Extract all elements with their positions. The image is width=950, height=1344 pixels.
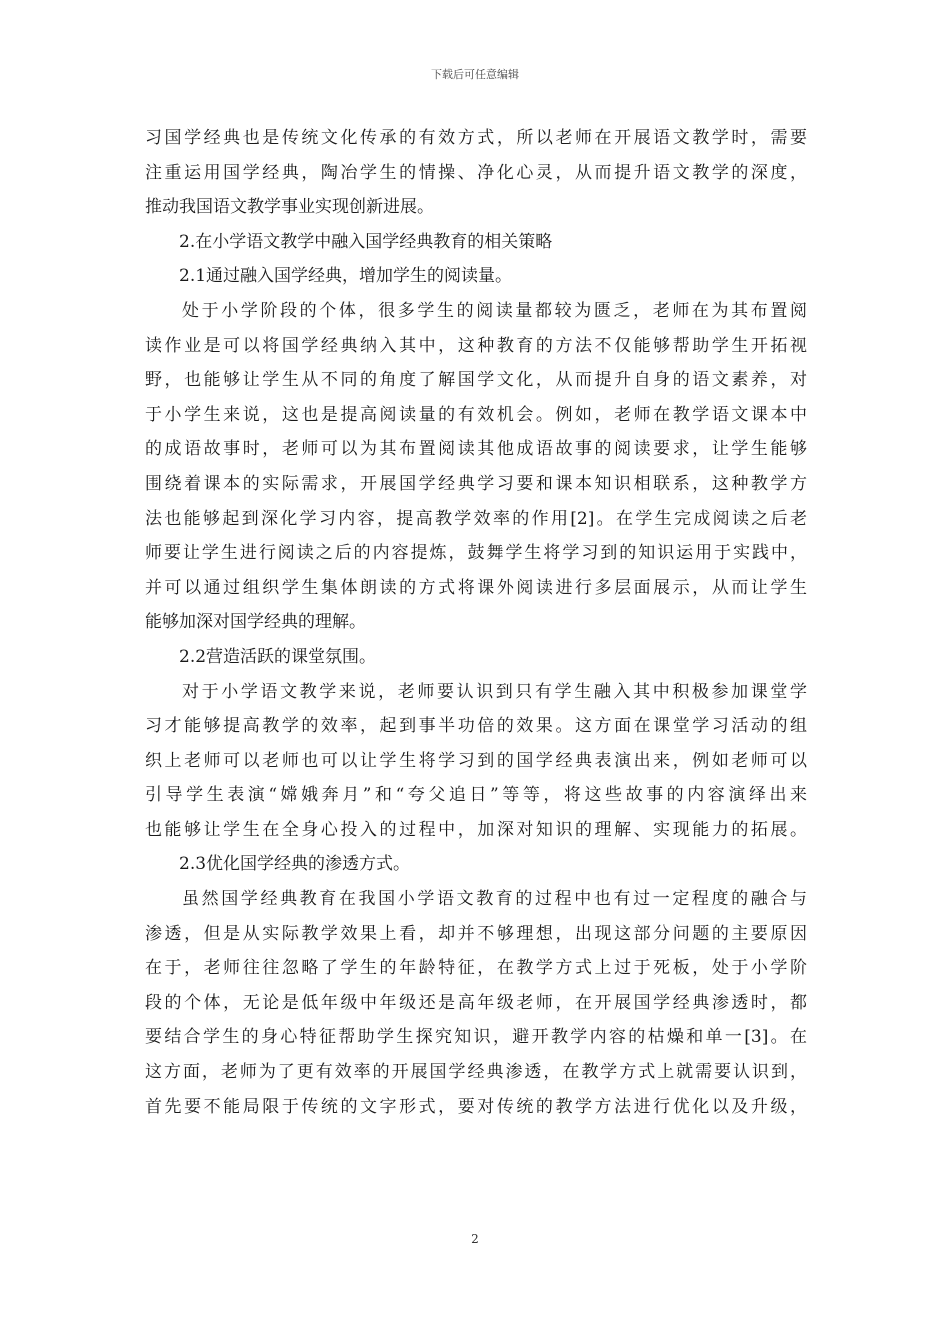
text-line: 的成语故事时，老师可以为其布置阅读其他成语故事的阅读要求，让学生能够 [145, 439, 807, 460]
text-line: 习国学经典也是传统文化传承的有效方式，所以老师在开展语文教学时，需要 [145, 128, 807, 148]
text-line: 段的个体，无论是低年级中年级还是高年级老师，在开展国学经典渗透时，都 [145, 992, 807, 1013]
page-header: 下载后可任意编辑 [431, 68, 519, 81]
text-line: 习才能够提高教学的效率，起到事半功倍的效果。这方面在课堂学习活动的组 [145, 716, 807, 737]
paragraph-first-line: 虽然国学经典教育在我国小学语文教育的过程中也有过一定程度的融合与 [182, 889, 807, 910]
text-line: 这方面，老师为了更有效率的开展国学经典渗透，在教学方式上就需要认识到， [145, 1062, 807, 1083]
subsection-heading: 2.3优化国学经典的渗透方式。 [179, 854, 411, 875]
text-line: 注重运用国学经典，陶冶学生的情操、净化心灵，从而提升语文教学的深度， [145, 162, 807, 183]
text-line: 能够加深对国学经典的理解。 [145, 612, 366, 633]
body-text [145, 121, 807, 1124]
text-line: 在于，老师往往忽略了学生的年龄特征，在教学方式上过于死板，处于小学阶 [145, 958, 807, 979]
section-heading: 2.在小学语文教学中融入国学经典教育的相关策略 [179, 231, 553, 252]
text-line: 围绕着课本的实际需求，开展国学经典学习要和课本知识相联系，这种教学方 [145, 473, 807, 494]
text-line: 法也能够起到深化学习内容，提高教学效率的作用[2]。在学生完成阅读之后老 [145, 508, 807, 529]
paragraph-first-line: 对于小学语文教学来说，老师要认识到只有学生融入其中积极参加课堂学 [182, 681, 807, 702]
text-line: 织上老师可以老师也可以让学生将学习到的国学经典表演出来，例如老师可以 [145, 750, 807, 771]
text-line: 并可以通过组织学生集体朗读的方式将课外阅读进行多层面展示，从而让学生 [145, 577, 807, 598]
text-line: 推动我国语文教学事业实现创新进展。 [145, 197, 434, 218]
text-line: 要结合学生的身心特征帮助学生探究知识，避开教学内容的枯燥和单一[3]。在 [145, 1027, 807, 1048]
subsection-heading: 2.1通过融入国学经典，增加学生的阅读量。 [179, 266, 513, 287]
text-line: 首先要不能局限于传统的文字形式，要对传统的教学方法进行优化以及升级， [145, 1096, 807, 1117]
text-line: 师要让学生进行阅读之后的内容提炼，鼓舞学生将学习到的知识运用于实践中， [145, 543, 807, 564]
text-line: 野，也能够让学生从不同的角度了解国学文化，从而提升自身的语文素养，对 [145, 370, 807, 391]
text-line: 渗透，但是从实际教学效果上看，却并不够理想，出现这部分问题的主要原因 [145, 923, 807, 944]
page-number: 2 [471, 1232, 479, 1246]
text-line: 于小学生来说，这也是提高阅读量的有效机会。例如，老师在教学语文课本中 [145, 404, 807, 425]
text-line: 引导学生表演“嫦娥奔月”和“夸父追日”等等，将这些故事的内容演绎出来 [145, 785, 807, 806]
paragraph-first-line: 处于小学阶段的个体，很多学生的阅读量都较为匮乏，老师在为其布置阅 [182, 300, 807, 321]
subsection-heading: 2.2营造活跃的课堂氛围。 [179, 646, 377, 667]
text-line: 也能够让学生在全身心投入的过程中，加深对知识的理解、实现能力的拓展。 [145, 819, 807, 840]
text-line: 读作业是可以将国学经典纳入其中，这种教育的方法不仅能够帮助学生开拓视 [145, 335, 807, 356]
